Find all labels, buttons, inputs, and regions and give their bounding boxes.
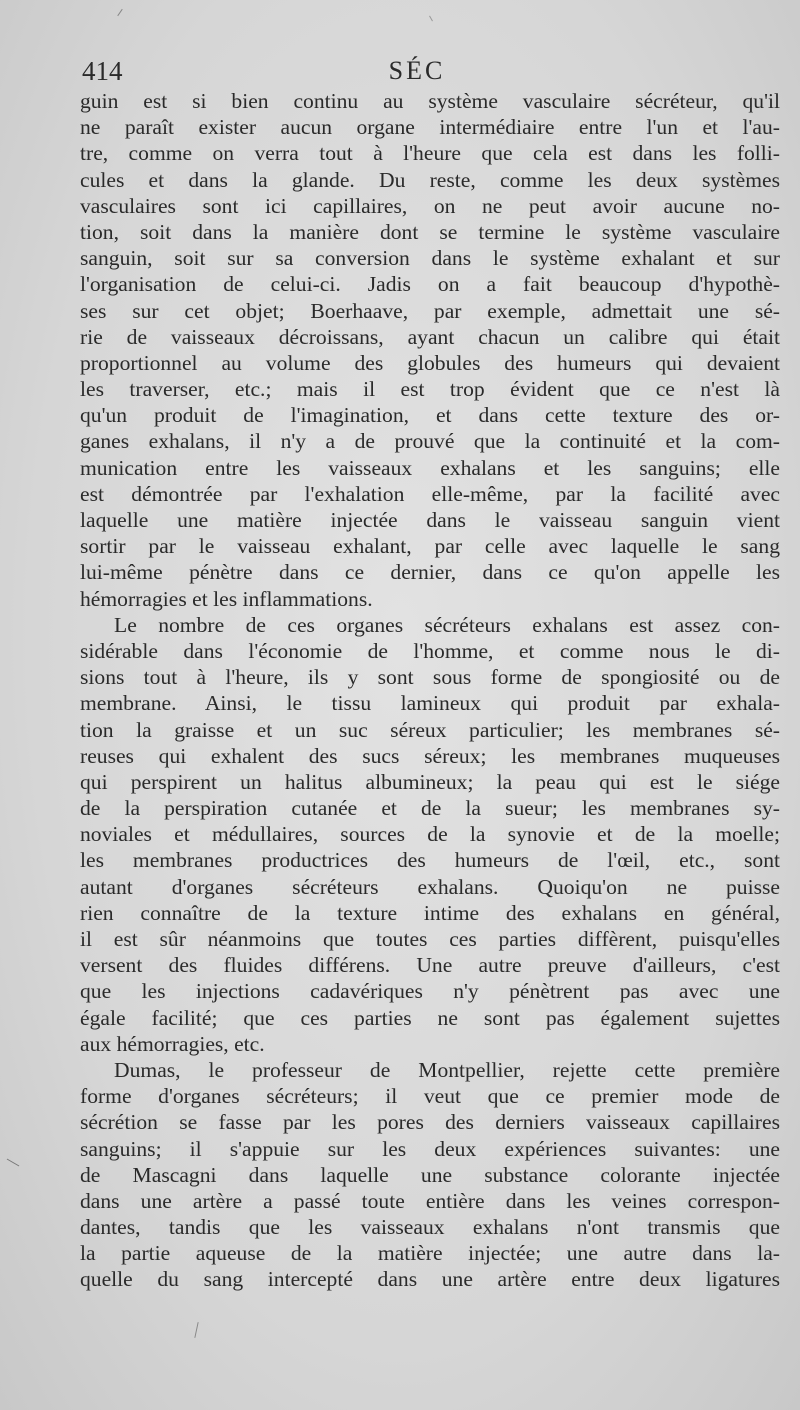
- text-line: ne paraît exister aucun organe intermédiaire entre l'un et l'au-: [80, 115, 780, 140]
- text-line: reuses qui exhalent des sucs séreux; les membranes muqueuses: [80, 743, 780, 768]
- paper-mark: [117, 9, 122, 16]
- text-line: guin est si bien continu au système vasculaire sécréteur, qu'il: [80, 89, 780, 113]
- running-head: SÉC: [388, 56, 446, 85]
- text-line: de la perspiration cutanée et de la sueur; les membranes sy-: [80, 796, 780, 821]
- text-line: qui perspirent un halitus albumineux; la peau qui est le siége: [80, 769, 780, 794]
- text-line: dantes, tandis que les vaisseaux exhalans n'ont transmis que: [80, 1215, 780, 1240]
- text-line: rien connaître de la texture intime des exhalans en général,: [80, 900, 780, 925]
- text-line: égale facilité; que ces parties ne sont pas également sujettes: [80, 1005, 780, 1030]
- text-line: sanguins; il s'appuie sur les deux expériences suivantes: une: [80, 1136, 780, 1161]
- text-line: sidérable dans l'économie de l'homme, et comme nous le di-: [80, 638, 780, 663]
- text-line: noviales et médullaires, sources de la synovie et de la moelle;: [80, 822, 780, 847]
- text-line: les membranes productrices des humeurs de l'œil, etc., sont: [80, 848, 780, 873]
- text-line: tion, soit dans la manière dont se termine le système vasculaire: [80, 219, 780, 244]
- text-line: vasculaires sont ici capillaires, on ne peut avoir aucune no-: [80, 193, 780, 218]
- text-line: ganes exhalans, il n'y a de prouvé que la continuité et la com-: [80, 429, 780, 454]
- body-text: [80, 88, 780, 1293]
- text-line: aux hémorragies, etc.: [80, 1031, 265, 1056]
- text-line: de Mascagni dans laquelle une substance colorante injectée: [80, 1162, 780, 1187]
- paper-mark: [194, 1322, 198, 1338]
- text-line: qu'un produit de l'imagination, et dans cette texture des or-: [80, 403, 780, 428]
- text-line: hémorragies et les inflammations.: [80, 586, 373, 611]
- paper-mark: [429, 16, 433, 22]
- text-line: sécrétion se fasse par les pores des derniers vaisseaux capillaires: [80, 1110, 780, 1135]
- text-line: membrane. Ainsi, le tissu lamineux qui produit par exhala-: [80, 691, 780, 716]
- text-line: ses sur cet objet; Boerhaave, par exemple, admettait une sé-: [80, 298, 780, 323]
- text-line: que les injections cadavériques n'y pénètrent pas avec une: [80, 979, 780, 1004]
- text-line: forme d'organes sécréteurs; il veut que ce premier mode de: [80, 1084, 780, 1109]
- text-line: dans une artère a passé toute entière dans les veines correspon-: [80, 1188, 780, 1213]
- text-line: il est sûr néanmoins que toutes ces parties diffèrent, puisqu'elles: [80, 927, 780, 951]
- text-line: versent des fluides différens. Une autre preuve d'ailleurs, c'est: [80, 953, 780, 978]
- text-line: munication entre les vaisseaux exhalans et les sanguins; elle: [80, 455, 780, 480]
- paper-mark: [7, 1159, 20, 1167]
- text-line: tre, comme on verra tout à l'heure que cela est dans les folli-: [80, 141, 780, 166]
- text-line: l'organisation de celui-ci. Jadis on a fait beaucoup d'hypothè-: [80, 272, 780, 297]
- text-line: quelle du sang intercepté dans une artère entre deux ligatures: [80, 1267, 780, 1292]
- text-line: sions tout à l'heure, ils y sont sous forme de spongiosité ou de: [80, 665, 780, 690]
- page-header: [82, 56, 752, 90]
- text-line: sanguin, soit sur sa conversion dans le système exhalant et sur: [80, 246, 780, 271]
- text-line: les traverser, etc.; mais il est trop évident que ce n'est là: [80, 377, 780, 402]
- text-line: proportionnel au volume des globules des humeurs qui devaient: [80, 350, 780, 375]
- page-number: 414: [82, 56, 123, 86]
- text-line: autant d'organes sécréteurs exhalans. Quoiqu'on ne puisse: [80, 874, 780, 899]
- text-line: la partie aqueuse de la matière injectée; une autre dans la-: [80, 1241, 780, 1266]
- text-line: cules et dans la glande. Du reste, comme les deux systèmes: [80, 167, 780, 192]
- text-line: lui-même pénètre dans ce dernier, dans ce qu'on appelle les: [80, 560, 780, 585]
- text-line: Le nombre de ces organes sécréteurs exhalans est assez con-: [114, 612, 780, 637]
- text-line: tion la graisse et un suc séreux particulier; les membranes sé-: [80, 717, 780, 742]
- text-line: est démontrée par l'exhalation elle-même, par la facilité avec: [80, 481, 780, 506]
- text-line: laquelle une matière injectée dans le vaisseau sanguin vient: [80, 508, 780, 532]
- text-line: Dumas, le professeur de Montpellier, rejette cette première: [114, 1057, 780, 1082]
- text-line: sortir par le vaisseau exhalant, par celle avec laquelle le sang: [80, 534, 780, 559]
- text-line: rie de vaisseaux décroissans, ayant chacun un calibre qui était: [80, 324, 780, 349]
